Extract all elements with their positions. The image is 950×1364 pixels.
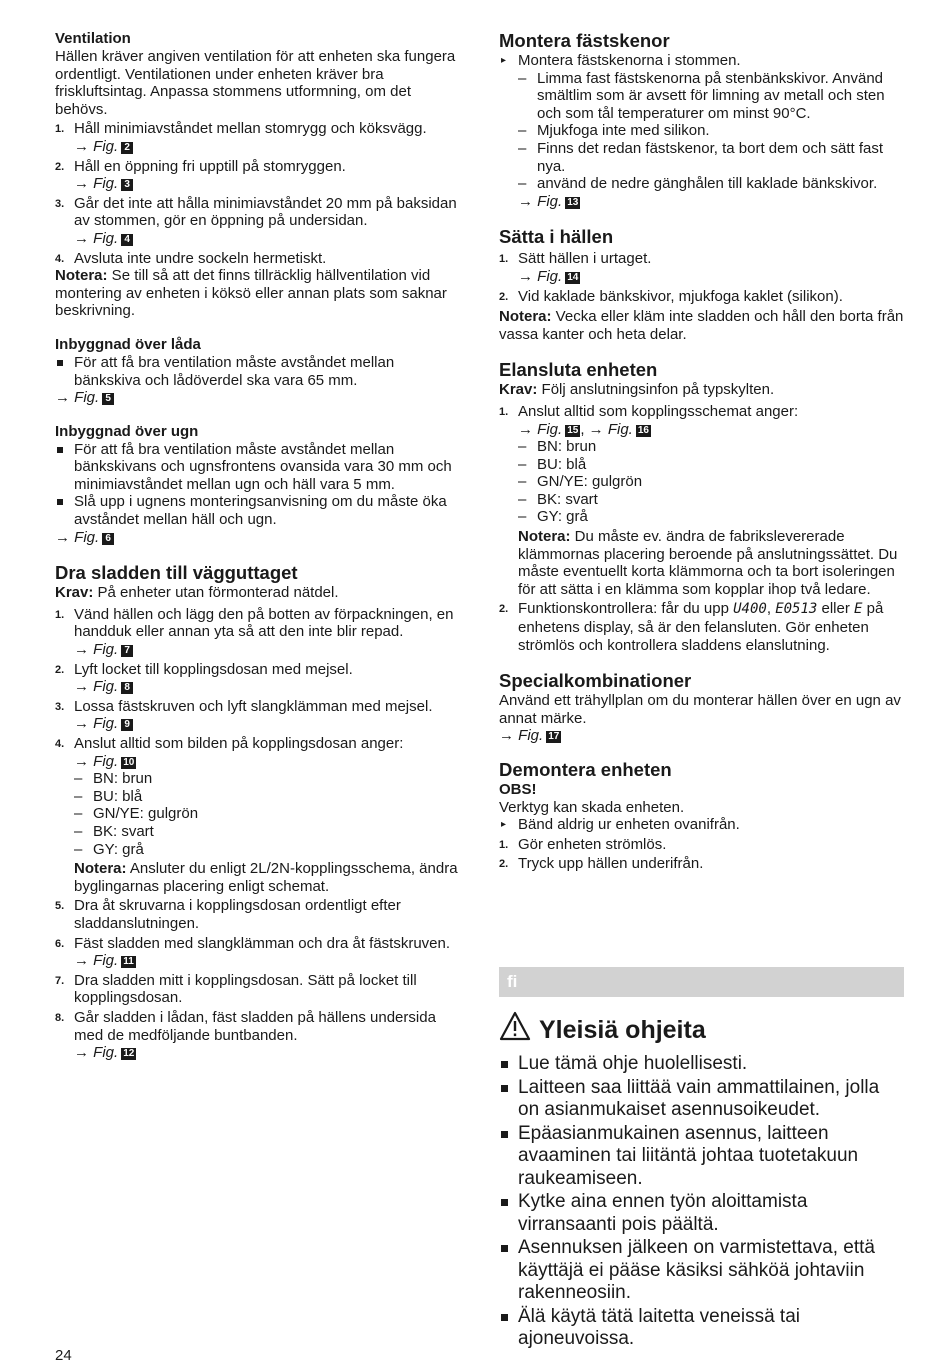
fig-ref: → Fig. 7 [74,641,465,659]
fi-bullet: Kytke aina ennen työn aloittamista virransaanti pois päältä. [499,1191,904,1236]
rails-dash-item: – Limma fast fästskenorna på stenbänkskivor. Använd smältlim som är avsett för limning av metall och sten och som tål temperaturer om minst 90°C. [518,69,885,122]
fig-ref: → Fig. 4 [74,230,465,248]
dismantle-step: 1. Gör enheten strömlös. [499,835,667,853]
fi-bullet: Laitteen saa liittää vain ammattilainen, jolla on asianmukaiset asennusoikeudet. [499,1077,904,1122]
connect-note: Notera: Du måste ev. ändra de fabrikslevererade klämmornas placering beroende på anslutningssättet. Du måste eventuellt korta klämmorna och ta bort isoleringen för att sätta i en klämma som kopplar ihop två ledare. [518,528,898,598]
cable-step: 7. Dra sladden mitt i kopplingsdosan. Sätt på locket till kopplingsdosan. [55,971,417,1007]
rails-action: ▸ Montera fästskenorna i stommen. [501,52,741,69]
fi-title [499,1011,904,1049]
rails-heading: Montera fästskenor [499,30,670,51]
fig-number-badge: 14 [567,271,579,283]
drawer-bullet: För att få bra ventilation måste avståndet mellan bänkskiva och lådöverdel ska vara 65 mm. [55,354,465,389]
special-text: Använd ett trähyllplan om du monterar hällen över en ugn av annat märke. [499,692,901,727]
ventilation-step: 1. Håll minimiavståndet mellan stomrygg och köksvägg. → Fig. 2 [55,120,465,155]
fig-ref: → Fig. 12 [74,1044,135,1062]
fig-ref: → Fig. 8 [74,678,465,696]
wire-color-item: – BU: blå [74,787,143,805]
dismantle-steps [499,836,904,873]
fig-number-badge: 6 [102,533,114,545]
ventilation-note: Notera: Se till så att det finns tillräcklig hällventilation vid montering av enheten i köksö eller annan plats som saknar beskrivning. [55,267,447,320]
cable-steps [55,606,465,1062]
wire-color-item: – BN: brun [518,438,597,456]
dismantle-action: ▸ Bänd aldrig ur enheten ovanifrån. [501,816,740,834]
left-column [55,30,465,1062]
dismantle-step: 2. Tryck upp hällen underifrån. [499,855,704,873]
connect-heading: Elansluta enheten [499,359,658,381]
ventilation-intro: Hällen kräver angiven ventilation för att enheten ska fungera ordentligt. Ventilationen under enheten kräver bra friskluftsintag. Anpassa stommens utformning, om det behövs. [55,48,456,118]
fig-number-badge: 4 [121,234,133,246]
rails-dash-item: – Mjukfoga inte med silikon. [518,122,710,140]
fig-number-badge: 12 [123,1048,135,1060]
fig-ref: → Fig. 5 [55,389,465,407]
fig-number-badge: 9 [121,719,133,731]
fig-ref: → Fig. 9 [74,715,465,733]
fig-ref: → Fig. 11 [74,952,134,970]
cable-step: 2. Lyft locket till kopplingsdosan med mejsel. → Fig. 8 [55,661,465,696]
fig-number-badge: 11 [123,956,134,968]
fig-number-badge: 15 [567,424,579,436]
fig-ref: → Fig. 2 [74,138,465,156]
fig-number-badge: 13 [567,196,579,208]
ventilation-heading: Ventilation [55,30,131,47]
fi-title-text: Yleisiä ohjeita [539,1016,706,1044]
fig-ref: → Fig. 15 , → Fig. 16 [518,420,649,438]
rails-dash-item: – använd de nedre gänghålen till kaklade bänkskivor. [518,175,878,193]
wire-color-item: – BN: brun [74,770,153,788]
cable-step: 3. Lossa fästskruven och lyft slangklämman med mejsel. → Fig. 9 [55,698,465,733]
insert-heading: Sätta i hällen [499,226,614,248]
fig-number-badge: 8 [121,682,133,694]
cable-requirement: Krav: På enheter utan förmonterad nätdel. [55,584,339,602]
fi-bullet-list [499,1053,904,1351]
special-heading: Specialkombinationer [499,670,692,692]
connect-requirement: Krav: Följ anslutningsinfon på typskylten. [499,381,775,399]
cable-step: 4. Anslut alltid som bilden på kopplingsdosan anger: → Fig. 10 – BN: brun – BU: blå – GN/YE: gulgrön – BK: svart – GY: grå Notera: Ansluter du enligt 2L/2N-kopplingsschema, ändra byglingarnas placering enligt schemat. [55,735,465,895]
fig-ref: → Fig. 3 [74,175,465,193]
language-label: fi [507,972,518,991]
cable-note: Notera: Ansluter du enligt 2L/2N-kopplingsschema, ändra byglingarnas placering enligt schemat. [74,860,458,895]
fig-number-badge: 2 [121,142,133,154]
display-code: E0513 [775,601,818,618]
display-code: U400 [733,601,767,618]
wire-color-item: – GY: grå [74,840,144,858]
fig-number-badge: 10 [123,756,135,768]
insert-steps [499,250,904,305]
obs-label: OBS! [499,781,537,798]
display-code: E [854,601,863,618]
wire-color-item: – GN/YE: gulgrön [74,805,199,823]
insert-step: 1. Sätt hällen i urtaget. → Fig. 14 [499,250,904,285]
cable-step: 5. Dra åt skruvarna i kopplingsdosan ordentligt efter sladdanslutningen. [55,897,401,932]
dismantle-heading: Demontera enheten [499,759,672,780]
cable-heading: Dra sladden till vägguttaget [55,562,298,584]
insert-step: 2. Vid kaklade bänkskivor, mjukfoga kaklet (silikon). [499,287,843,305]
wire-color-item: – GN/YE: gulgrön [518,473,643,491]
oven-heading: Inbyggnad över ugn [55,422,199,440]
obs-text: Verktyg kan skada enheten. [499,798,685,816]
fig-ref: → Fig. 13 [518,192,579,210]
drawer-heading: Inbyggnad över låda [55,335,201,353]
fig-number-badge: 17 [548,731,560,743]
rails-dash-item: – Finns det redan fästskenor, ta bort dem och sätt fast nya. [518,139,884,175]
fi-bullet: Asennuksen jälkeen on varmistettava, että käyttäjä ei pääse käsiksi sähköä johtaviin rakenneosiin. [499,1237,904,1305]
warning-triangle-icon [499,1011,539,1049]
page-number: 24 [55,1347,72,1364]
fig-number-badge: 7 [121,645,133,657]
oven-bullet: Slå upp i ugnens monteringsanvisning om du måste öka avståndet mellan häll och ugn. [55,493,465,528]
wire-color-item: – BK: svart [74,822,154,840]
right-column [499,30,904,873]
fig-number-badge: 3 [121,179,133,191]
cable-step: 8. Går sladden i lådan, fäst sladden på hällens undersida med de medföljande buntbanden. → Fig. 12 [55,1009,465,1062]
fig-ref: → Fig. 6 [55,529,465,547]
connect-step: 1. Anslut alltid som kopplingsschemat anger: → Fig. 15 , → Fig. 16 – BN: brun – BU: blå – GN/YE: gulgrön – BK: svart – GY: grå Notera: Du måste ev. ändra de fabrikslevererade klämmornas placering beroende på anslutningssättet. Du måste eventuellt korta klämmorna och ta bort isoleringen för att sätta i en klämma som kopplar ihop två ledare. [499,403,904,599]
fi-bullet: Lue tämä ohje huolellisesti. [499,1053,904,1076]
cable-step: 6. Fäst sladden med slangklämman och dra åt fästskruven. → Fig. 11 [55,935,465,970]
ventilation-steps [55,120,465,267]
ventilation-step: 4. Avsluta inte undre sockeln hermetiskt. [55,249,327,267]
insert-note: Notera: Vecka eller kläm inte sladden och håll den borta från vassa kanter och heta delar. [499,308,904,343]
oven-bullet: För att få bra ventilation måste avståndet mellan bänkskivans och ugnsfrontens ovansida vara 30 mm och minimiavståndet mellan ugn och häll vara 5 mm. [55,441,465,494]
connect-step: 2. Funktionskontrollera: får du upp U400, E0513 eller E på enhetens display, så är den felansluten. Gör enheten strömlös och kontrollera sladdens elanslutning. [499,600,884,654]
fi-bullet: Epäasianmukainen asennus, laitteen avaaminen tai liitäntä johtaa tuotetakuun raukeamiseen. [499,1123,904,1191]
wire-color-item: – BK: svart [518,490,598,508]
finnish-section [499,1011,904,1351]
language-bar [499,967,904,997]
wire-color-item: – BU: blå [518,455,587,473]
fig-ref: → Fig. 14 [518,267,579,285]
ventilation-step: 2. Håll en öppning fri upptill på stomryggen. → Fig. 3 [55,158,465,193]
wire-color-item: – GY: grå [518,508,588,526]
fi-bullet: Älä käytä tätä laitetta veneissä tai ajoneuvoissa. [499,1306,904,1351]
rails-dash-list [499,70,904,211]
fig-number-badge: 16 [637,424,649,436]
cable-step: 1. Vänd hällen och lägg den på botten av förpackningen, en handduk eller annan yta så att den inte blir repad. → Fig. 7 [55,606,465,659]
fig-ref: → Fig. 10 [74,752,135,770]
fig-number-badge: 5 [102,393,114,405]
ventilation-step: 3. Går det inte att hålla minimiavståndet 20 mm på baksidan av stommen, gör en öppning på undersidan. → Fig. 4 [55,195,465,248]
connect-steps [499,403,904,654]
fig-ref: → Fig. 17 [499,727,560,745]
